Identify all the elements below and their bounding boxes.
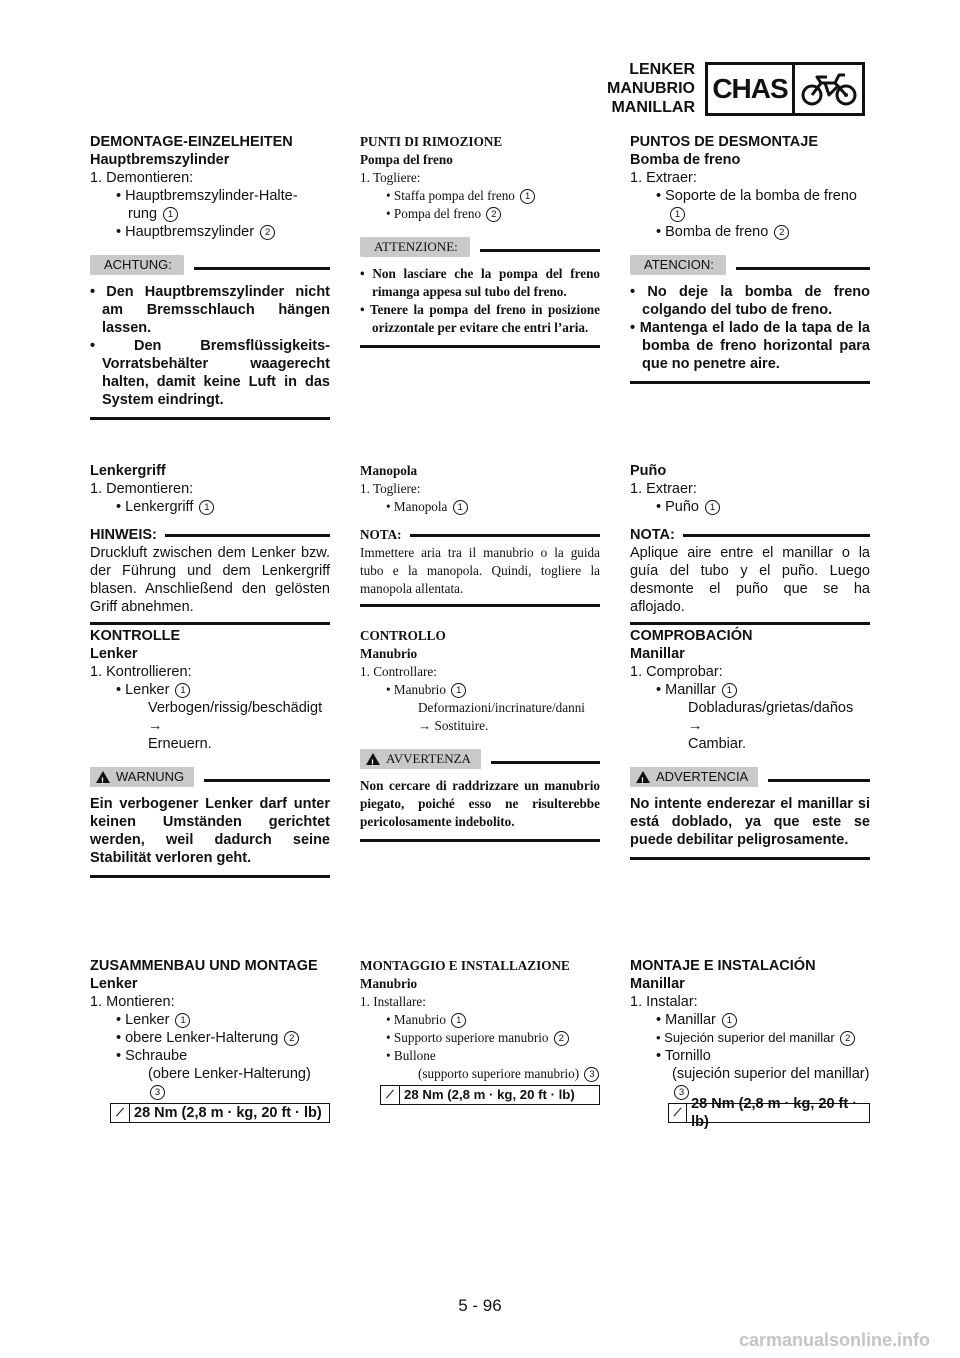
section-heading: CONTROLLO — [360, 628, 446, 643]
list-item: • Supporto superiore manubrio 2 — [360, 1029, 600, 1047]
section-heading: DEMONTAGE-EINZELHEITEN — [90, 134, 293, 150]
warning-icon — [96, 771, 110, 783]
warning-header — [360, 749, 600, 769]
section-heading: PUNTI DI RIMOZIONE — [360, 134, 503, 149]
caution-box — [360, 237, 600, 348]
subheading: Manillar — [630, 976, 685, 992]
it-check-section — [360, 627, 600, 842]
it-removal-section — [360, 133, 600, 348]
list-item: • Bomba de freno 2 — [630, 223, 870, 241]
subheading: Pompa del freno — [360, 152, 453, 167]
list-detail: Cambiar. — [688, 736, 747, 752]
list-item-cont: rung 1 — [90, 205, 330, 223]
step: 1. Montieren: — [90, 994, 175, 1010]
list-item: • Schraube — [116, 1048, 188, 1064]
it-grip-section — [360, 462, 600, 607]
warning-header — [630, 767, 870, 787]
section-heading: MONTAGGIO E INSTALLAZIONE — [360, 958, 570, 973]
subheading: Puño — [630, 463, 667, 479]
subheading: Lenker — [90, 646, 138, 662]
note-text: Immettere aria tra il manubrio o la guida tubo e la manopola. Quindi, togliere la manopola allentata. — [360, 545, 600, 596]
list-item: • Soporte de la bomba de freno 1 — [656, 188, 857, 220]
list-item: • Pompa del freno 2 — [360, 205, 600, 223]
list-item: • Hauptbremszylinder 2 — [90, 223, 330, 241]
caution-item: • Den Hauptbremszylinder nicht am Bremsschlauch hängen lassen. — [90, 284, 330, 336]
step: 1. Demontieren: — [90, 481, 194, 497]
caution-item: • Mantenga el lado de la tapa de la bomba de freno horizontal para que no penetre aire. — [630, 320, 870, 372]
list-item: • Manubrio 1 — [360, 681, 600, 699]
torque-spec: ⟋ 28 Nm (2,8 m · kg, 20 ft · lb) — [668, 1103, 870, 1123]
step: 1. Togliere: — [360, 170, 421, 185]
torque-spec: ⟋ 28 Nm (2,8 m · kg, 20 ft · lb) — [110, 1103, 330, 1123]
list-item: • Staffa pompa del freno 1 — [360, 187, 600, 205]
warning-label: ADVERTENCIA — [656, 769, 749, 784]
list-detail: Erneuern. — [148, 736, 212, 752]
warning-label: WARNUNG — [116, 769, 185, 784]
caution-item: • Non lasciare che la pompa del freno rimanga appesa sul tubo del freno. — [360, 266, 600, 299]
it-assembly-section — [360, 957, 600, 1105]
list-detail: Deformazioni/incrinature/danni — [418, 700, 585, 715]
list-item: • Manubrio 1 — [360, 1011, 600, 1029]
chapter-code: CHAS — [708, 65, 795, 113]
subheading: Manubrio — [360, 976, 418, 991]
note-header: HINWEIS: — [90, 526, 330, 544]
caution-item: • Den Bremsflüssigkeits-Vorratsbehälter waagerecht halten, damit keine Luft in das System eindringt. — [90, 338, 330, 408]
section-heading: COMPROBACIÓN — [630, 628, 753, 644]
de-check-section — [90, 627, 330, 878]
wrench-icon: ⟋ — [381, 1086, 400, 1104]
list-item: • Sujeción superior del manillar 2 — [630, 1029, 870, 1047]
subheading: Bomba de freno — [630, 152, 741, 168]
list-detail: (obere Lenker-Halterung) 3 — [148, 1066, 311, 1098]
section-heading: KONTROLLE — [90, 628, 181, 644]
de-assembly-section — [90, 957, 330, 1123]
list-item: • Bullone — [386, 1048, 436, 1063]
subheading: Hauptbremszylinder — [90, 152, 230, 168]
es-check-section — [630, 627, 870, 860]
title-es: MANILLAR — [611, 99, 695, 116]
list-item: • Manopola 1 — [360, 498, 600, 516]
es-removal-section — [630, 133, 870, 384]
motorcycle-icon — [795, 65, 862, 113]
step: 1. Togliere: — [360, 481, 421, 496]
caution-item: • Tenere la pompa del freno in posizione orizzontale per evitare che entri l’aria. — [360, 302, 600, 335]
warning-text: No intente enderezar el manillar si está doblado, ya que este se puede debilitar peligrosamente. — [630, 796, 870, 848]
wrench-icon: ⟋ — [669, 1104, 687, 1122]
list-item: • Manillar 1 — [630, 681, 870, 699]
list-detail: Verbogen/rissig/beschädigt → — [148, 700, 323, 734]
subheading: Manubrio — [360, 646, 418, 661]
title-de: LENKER — [629, 61, 695, 78]
step: 1. Extraer: — [630, 170, 697, 186]
list-item: • Manillar 1 — [630, 1011, 870, 1029]
subheading: Manillar — [630, 646, 685, 662]
note-text: Druckluft zwischen dem Lenker bzw. der Führung und dem Lenkergriff blasen. Anschließend den gelösten Griff abnehmen. — [90, 545, 330, 615]
warning-label: AVVERTENZA — [386, 751, 471, 766]
step: 1. Installare: — [360, 994, 426, 1009]
de-removal-section — [90, 133, 330, 420]
step: 1. Kontrollieren: — [90, 664, 192, 680]
title-it: MANUBRIO — [607, 80, 695, 97]
warning-text: Non cercare di raddrizzare un manubrio piegato, poiché esso ne risulterebbe pericolosamente indebolito. — [360, 778, 600, 829]
note-header: NOTA: — [630, 526, 870, 544]
section-heading: MONTAJE E INSTALACIÓN — [630, 958, 816, 974]
step: 1. Comprobar: — [630, 664, 723, 680]
step: 1. Demontieren: — [90, 170, 194, 186]
step: 1. Extraer: — [630, 481, 697, 497]
warning-icon — [366, 753, 380, 765]
list-item: • Lenker 1 — [90, 681, 330, 699]
note-header: NOTA: — [360, 526, 600, 544]
caution-label: ATENCION: — [630, 255, 726, 275]
subheading: Lenker — [90, 976, 138, 992]
note-text: Aplique aire entre el manillar o la guía del tubo y el puño. Luego desmonte el puño que se ha aflojado. — [630, 545, 870, 615]
wrench-icon: ⟋ — [111, 1104, 130, 1122]
caution-item: • No deje la bomba de freno colgando del tubo de freno. — [630, 284, 870, 318]
section-titles — [607, 60, 695, 117]
section-heading: ZUSAMMENBAU UND MONTAGE — [90, 958, 318, 974]
caution-label: ATTENZIONE: — [360, 237, 470, 257]
caution-box — [630, 255, 870, 384]
list-item: • Lenker 1 — [90, 1011, 330, 1029]
warning-header — [90, 767, 330, 787]
step: 1. Instalar: — [630, 994, 698, 1010]
subheading: Lenkergriff — [90, 463, 166, 479]
list-detail: Dobladuras/grietas/daños → — [688, 700, 854, 734]
list-item: • Tornillo — [656, 1048, 711, 1064]
list-item: • Lenkergriff 1 — [90, 498, 330, 516]
list-detail: → Sostituire. — [418, 718, 489, 733]
es-grip-section — [630, 462, 870, 625]
warning-text: Ein verbogener Lenker darf unter keinen Umständen gerichtet werden, weil dadurch seine Stabilität verloren geht. — [90, 796, 330, 866]
caution-label: ACHTUNG: — [90, 255, 184, 275]
list-item: • obere Lenker-Halterung 2 — [90, 1029, 330, 1047]
list-item: • Hauptbremszylinder-Halte- — [116, 188, 298, 204]
subheading: Manopola — [360, 463, 418, 478]
es-assembly-section — [630, 957, 870, 1130]
list-detail: (supporto superiore manubrio) 3 — [360, 1065, 600, 1083]
warning-icon — [636, 771, 650, 783]
chapter-badge — [705, 62, 865, 116]
list-item: • Puño 1 — [630, 498, 870, 516]
section-heading: PUNTOS DE DESMONTAJE — [630, 134, 818, 150]
de-grip-section — [90, 462, 330, 625]
caution-box — [90, 255, 330, 420]
step: 1. Controllare: — [360, 664, 437, 679]
list-detail: (sujeción superior del manillar) 3 — [672, 1066, 870, 1098]
torque-spec: ⟋ 28 Nm (2,8 m · kg, 20 ft · lb) — [380, 1085, 600, 1105]
page-number: 5 - 96 — [458, 1296, 502, 1315]
watermark: carmanualsonline.info — [738, 1330, 930, 1350]
